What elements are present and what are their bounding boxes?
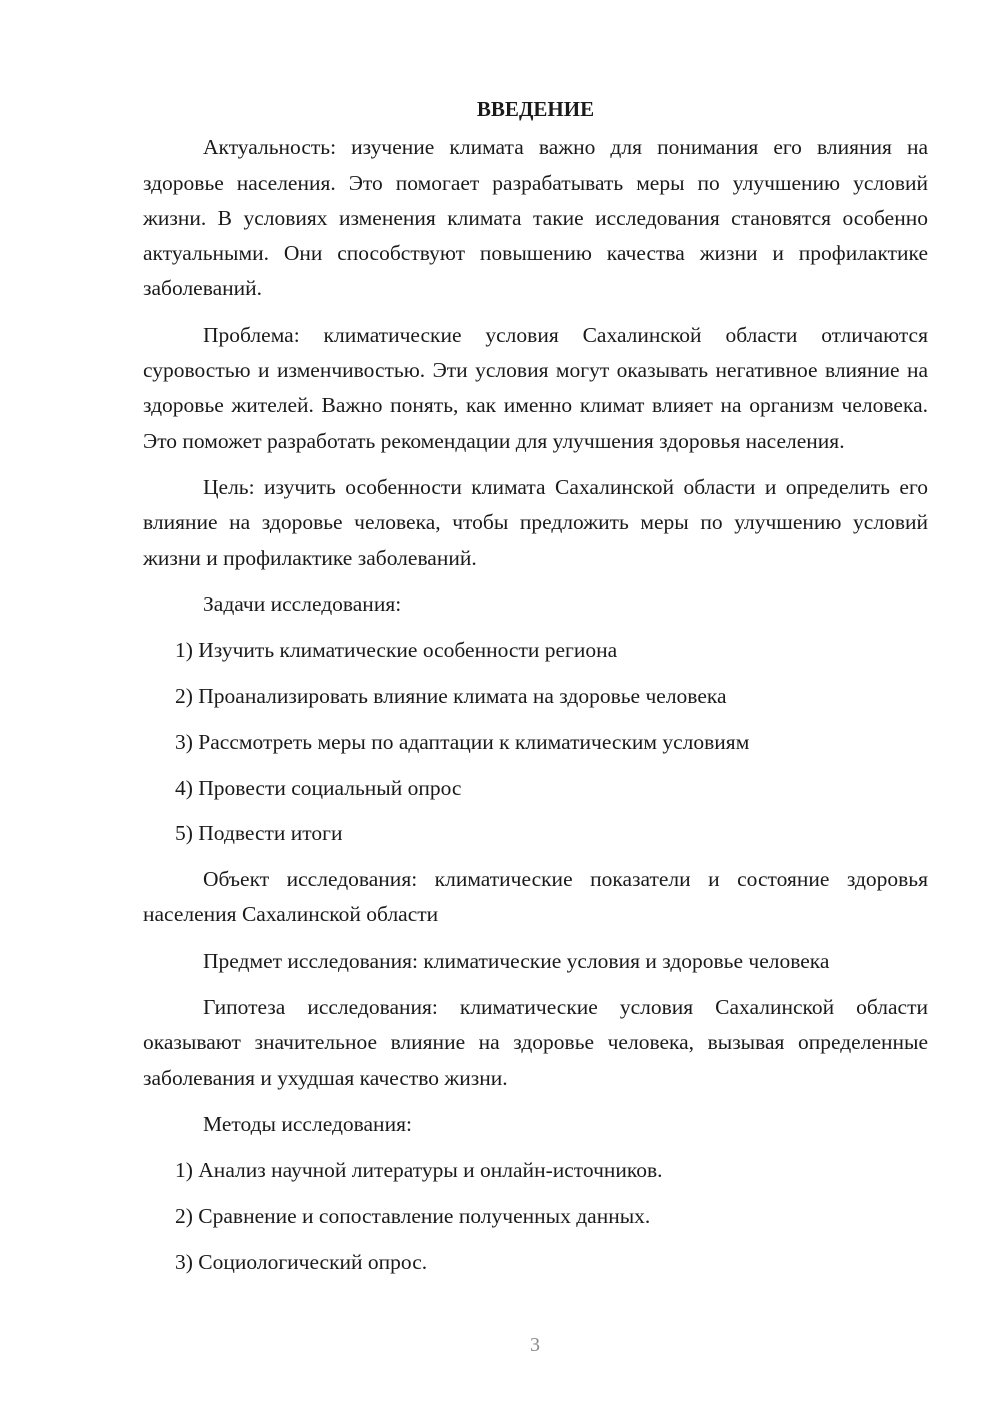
methods-list: [143, 1153, 928, 1280]
list-item: 3) Рассмотреть меры по адаптации к климатическим условиям: [175, 729, 750, 754]
list-item: 3) Социологический опрос.: [175, 1249, 428, 1274]
tasks-heading: Задачи исследования:: [203, 591, 402, 616]
list-item: 2) Сравнение и сопоставление полученных данных.: [175, 1204, 651, 1229]
relevance-paragraph: Актуальность: изучение климата важно для понимания его влияния на здоровье населения. Это помогает разрабатывать меры по улучшению условий жизни. В условиях изменения климата такие исследования становятся особенно актуальными. Они способствуют повышению качества жизни и профилактике заболеваний.: [143, 135, 928, 301]
list-item: 4) Провести социальный опрос: [175, 775, 462, 800]
object-paragraph: Объект исследования: климатические показатели и состояние здоровья населения Сахалинской области: [143, 867, 928, 927]
hypothesis-paragraph: Гипотеза исследования: климатические условия Сахалинской области оказывают значительное влияние на здоровье человека, вызывая определенные заболевания и ухудшая качество жизни.: [143, 995, 928, 1090]
methods-heading: Методы исследования:: [203, 1111, 412, 1136]
list-item: 1) Изучить климатические особенности региона: [175, 638, 618, 663]
document-page: [143, 92, 928, 1291]
tasks-list: [143, 633, 928, 851]
page-number: 3: [530, 1334, 540, 1356]
goal-paragraph: Цель: изучить особенности климата Сахалинской области и определить его влияние на здоровье человека, чтобы предложить меры по улучшению условий жизни и профилактике заболеваний.: [143, 474, 928, 570]
list-item: 1) Анализ научной литературы и онлайн-источников.: [175, 1158, 663, 1183]
problem-paragraph: Проблема: климатические условия Сахалинской области отличаются суровостью и изменчивостью. Эти условия могут оказывать негативное влияние на здоровье жителей. Важно понять, как именно климат влияет на организм человека. Это поможет разработать рекомендации для улучшения здоровья населения.: [143, 322, 928, 453]
list-item: 5) Подвести итоги: [175, 821, 343, 846]
document-title: ВВЕДЕНИЕ: [476, 97, 595, 121]
subject-paragraph: Предмет исследования: климатические условия и здоровье человека: [203, 948, 830, 973]
list-item: 2) Проанализировать влияние климата на здоровье человека: [175, 683, 727, 708]
